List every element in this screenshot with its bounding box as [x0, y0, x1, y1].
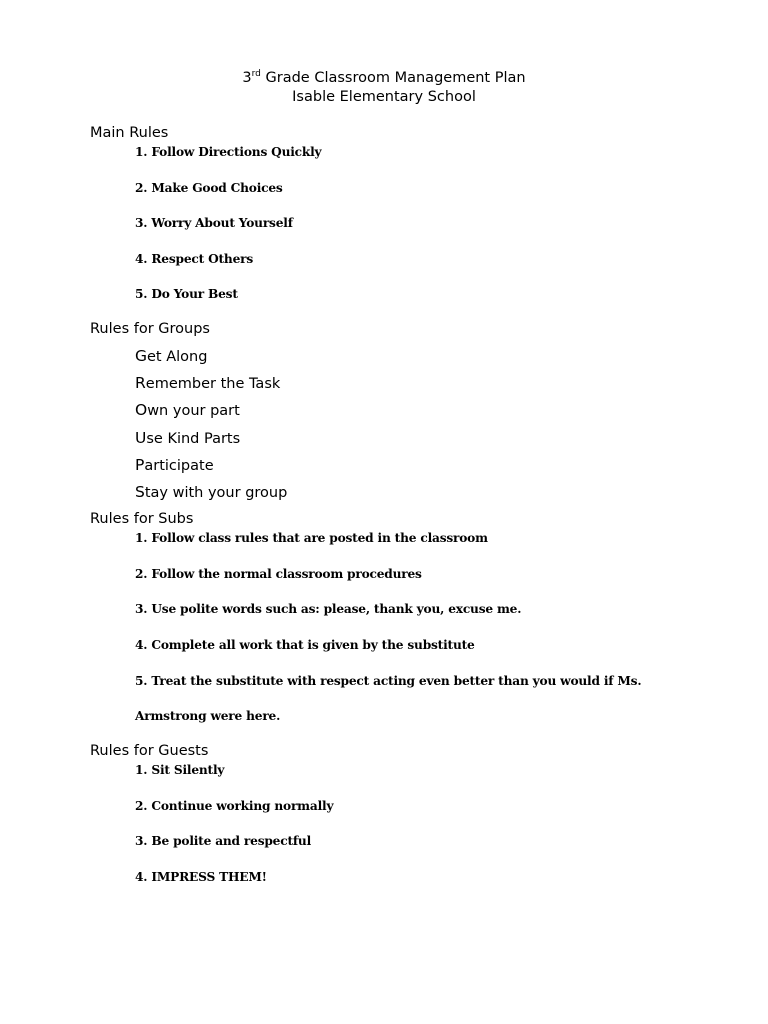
- group-rule-text: wn your part: [147, 403, 240, 419]
- sub-rule-item: 2. Follow the normal classroom procedures: [135, 567, 422, 581]
- group-rule-item: [135, 374, 280, 393]
- group-rule-item: [135, 347, 207, 366]
- group-rule-text: se Kind Parts: [146, 431, 241, 447]
- sub-rule-item: 1. Follow class rules that are posted in the classroom: [135, 531, 488, 545]
- group-rule-text: emember the Task: [145, 376, 281, 392]
- group-rule-item: [135, 429, 240, 448]
- main-rule-item: 3. Worry About Yourself: [135, 216, 293, 230]
- acronym-letter: U: [135, 429, 147, 447]
- group-rule-item: [135, 483, 287, 502]
- guest-rule-item: 4. IMPRESS THEM!: [135, 870, 267, 884]
- main-rules-heading: Main Rules: [90, 125, 169, 141]
- sub-rule-item: 4. Complete all work that is given by the substitute: [135, 638, 475, 652]
- main-rule-item: 4. Respect Others: [135, 252, 254, 266]
- main-rule-item: 1. Follow Directions Quickly: [135, 145, 322, 159]
- sub-rule-item: 5. Treat the substitute with respect acting even better than you would if Ms.: [135, 674, 642, 688]
- sub-rules-heading: Rules for Subs: [90, 511, 194, 527]
- group-rule-text: et Along: [147, 349, 208, 365]
- guest-rules-heading: Rules for Guests: [90, 743, 209, 759]
- acronym-letter: O: [135, 401, 148, 419]
- acronym-letter: S: [135, 483, 145, 501]
- main-rule-item: 2. Make Good Choices: [135, 181, 283, 195]
- sub-rule-item-continued: Armstrong were here.: [135, 709, 281, 723]
- group-rule-item: [135, 401, 240, 420]
- guest-rule-item: 1. Sit Silently: [135, 763, 225, 777]
- group-rule-item: [135, 456, 214, 475]
- title-grade-number: 3: [242, 70, 252, 86]
- guest-rule-item: 3. Be polite and respectful: [135, 834, 312, 848]
- school-name: Isable Elementary School: [292, 89, 476, 105]
- group-rule-text: tay with your group: [144, 485, 288, 501]
- group-rules-heading: Rules for Groups: [90, 321, 210, 337]
- group-rule-text: articipate: [144, 458, 214, 474]
- acronym-letter: P: [135, 456, 145, 474]
- main-rule-item: 5. Do Your Best: [135, 287, 238, 301]
- title-text: Grade Classroom Management Plan: [260, 70, 526, 86]
- sub-rule-item: 3. Use polite words such as: please, thank you, excuse me.: [135, 602, 522, 616]
- document-title: [0, 69, 768, 87]
- acronym-letter: G: [135, 347, 148, 365]
- title-grade-superscript: rd: [251, 69, 261, 79]
- guest-rule-item: 2. Continue working normally: [135, 799, 334, 813]
- acronym-letter: R: [135, 374, 146, 392]
